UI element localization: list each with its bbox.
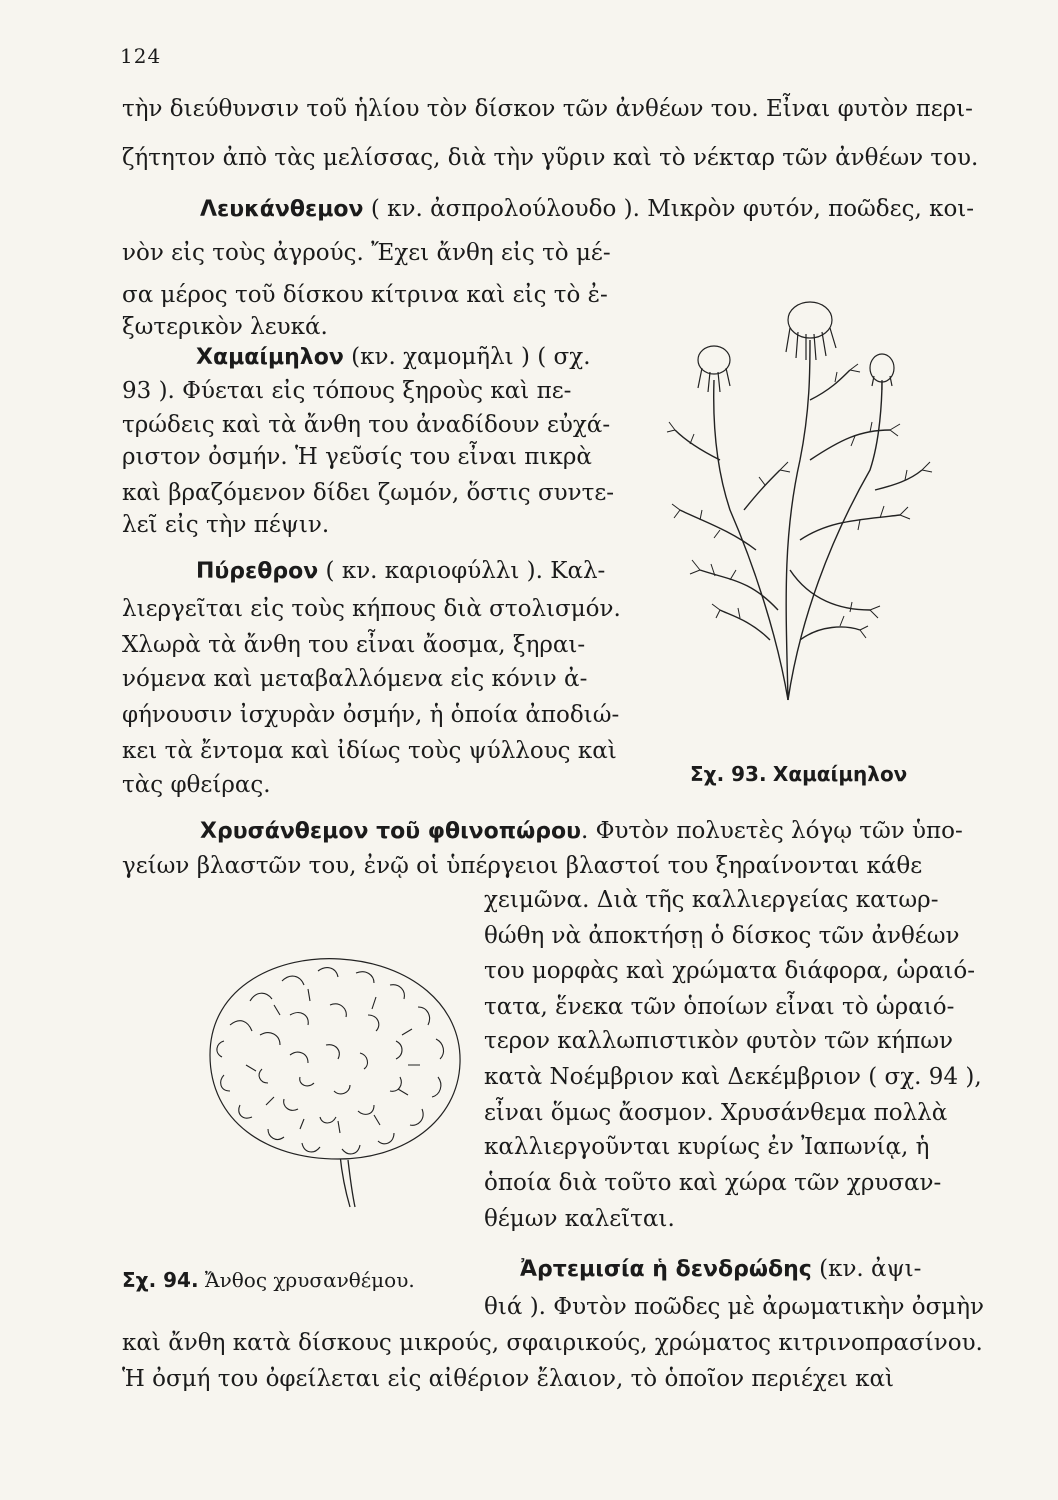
text-line: ριστον ὀσμήν. Ἡ γεῦσίς του εἶναι πικρὰ	[122, 444, 592, 470]
entry-heading-pyrethron: Πύρεθρον	[196, 559, 319, 584]
text-line: κατὰ Νοέμβριον καὶ Δεκέμβριον ( σχ. 94 ),	[484, 1064, 982, 1090]
text-line: Ἀρτεμισία ἡ δενδρώδης (κν. ἀψι-	[520, 1256, 922, 1282]
text-line: Λευκάνθεμον ( κν. ἀσπρολούλουδο ). Μικρὸν φυτόν, ποῶδες, κοι-	[200, 196, 975, 222]
text-line: θέμων καλεῖται.	[484, 1206, 675, 1232]
text-line: χειμῶνα. Διὰ τῆς καλλιεργείας κατωρ-	[484, 887, 939, 913]
text-line: τὰς φθείρας.	[122, 772, 271, 798]
figure-94-chrysanthemum	[190, 945, 480, 1215]
text-line: τὴν διεύθυνσιν τοῦ ἡλίου τὸν δίσκον τῶν ἀνθέων του. Εἶναι φυτὸν περι-	[122, 96, 973, 122]
text-line: καὶ βραζόμενον δίδει ζωμόν, ὅστις συντε-	[122, 480, 615, 506]
text-line: Χλωρὰ τὰ ἄνθη του εἶναι ἄοσμα, ξηραι-	[122, 632, 586, 658]
text-line: σα μέρος τοῦ δίσκου κίτρινα καὶ εἰς τὸ ἐ-	[122, 282, 608, 308]
text-line: θιά ). Φυτὸν ποῶδες μὲ ἀρωματικὴν ὀσμὴν	[484, 1294, 985, 1320]
text-line: κει τὰ ἔντομα καὶ ἰδίως τοὺς ψύλλους καὶ	[122, 738, 617, 764]
figure-94-caption: Σχ. 94. Ἄνθος χρυσανθέμου.	[122, 1268, 415, 1292]
text-line: ὁποία διὰ τοῦτο καὶ χώρα τῶν χρυσαν-	[484, 1170, 942, 1196]
text-line: ζήτητον ἀπὸ τὰς μελίσσας, διὰ τὴν γῦριν καὶ τὸ νέκταρ τῶν ἀνθέων του.	[122, 145, 979, 171]
text-line: τρώδεις καὶ τὰ ἄνθη του ἀναδίδουν εὐχά-	[122, 412, 611, 438]
figure-93-caption: Σχ. 93. Χαμαίμηλον	[690, 762, 908, 786]
entry-heading-chamaimelon: Χαμαίμηλον	[196, 345, 344, 370]
text-line: λιεργεῖται εἰς τοὺς κήπους διὰ στολισμόν.	[122, 596, 621, 622]
entry-heading-leukanthemon: Λευκάνθεμον	[200, 197, 364, 222]
text-line: φήνουσιν ἰσχυρὰν ὀσμήν, ἡ ὁποία ἀποδιώ-	[122, 702, 620, 728]
text-line: νόμενα καὶ μεταβαλλόμενα εἰς κόνιν ἀ-	[122, 666, 588, 692]
text-line: νὸν εἰς τοὺς ἀγρούς. Ἔχει ἄνθη εἰς τὸ μέ-	[122, 240, 611, 266]
text-line: Πύρεθρον ( κν. καριοφύλλι ). Καλ-	[196, 558, 606, 584]
text-line: καλλιεργοῦνται κυρίως ἐν Ἰαπωνίᾳ, ἡ	[484, 1134, 930, 1160]
text-line: ξωτερικὸν λευκά.	[122, 314, 328, 340]
text-line: Χρυσάνθεμον τοῦ φθινοπώρου. Φυτὸν πολυετὲς λόγῳ τῶν ὑπο-	[200, 818, 963, 844]
text-line: θώθη νὰ ἀποκτήσῃ ὁ δίσκος τῶν ἀνθέων	[484, 923, 960, 949]
text-line: γείων βλαστῶν του, ἐνῷ οἱ ὑπέργειοι βλαστοί του ξηραίνονται κάθε	[122, 853, 923, 879]
text-line: Ἡ ὀσμή του ὀφείλεται εἰς αἰθέριον ἔλαιον, τὸ ὁποῖον περιέχει καὶ	[122, 1366, 895, 1392]
figure-93-chamomile	[660, 280, 950, 710]
text-line: τατα, ἕνεκα τῶν ὁποίων εἶναι τὸ ὡραιό-	[484, 994, 955, 1020]
entry-heading-chrysanthemon: Χρυσάνθεμον τοῦ φθινοπώρου	[200, 819, 582, 844]
text-line: τερον καλλωπιστικὸν φυτὸν τῶν κήπων	[484, 1028, 953, 1054]
text-line: Χαμαίμηλον (κν. χαμομῆλι ) ( σχ.	[196, 344, 591, 370]
text-line: 93 ). Φύεται εἰς τόπους ξηροὺς καὶ πε-	[122, 378, 572, 404]
text-line: εἶναι ὅμως ἄοσμον. Χρυσάνθεμα πολλὰ	[484, 1100, 948, 1126]
entry-heading-artemisia: Ἀρτεμισία ἡ δενδρώδης	[520, 1257, 812, 1282]
text-line: καὶ ἄνθη κατὰ δίσκους μικρούς, σφαιρικούς, χρώματος κιτρινοπρασίνου.	[122, 1330, 983, 1356]
text-line: λεῖ εἰς τὴν πέψιν.	[122, 512, 330, 538]
page-number: 124	[120, 44, 162, 68]
text-line: του μορφὰς καὶ χρώματα διάφορα, ὡραιό-	[484, 958, 975, 984]
